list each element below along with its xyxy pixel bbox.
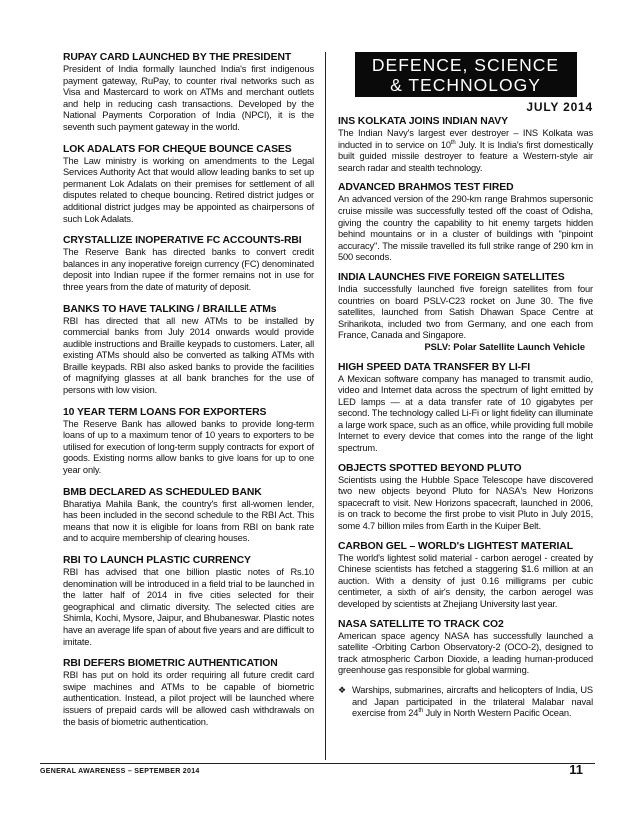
- article-body: President of India formally launched India's first indigenous payment gateway, RuPay, to counter rival networks such as Visa and Mastercard to work on ATMs and merchant outlets and help in reducing cash transactions. Developed by the National Payments Corporation of India (NPCI), it is the seventh such payment gateway in the world.: [63, 64, 314, 132]
- article-biometric: [63, 658, 314, 728]
- footer-label: GENERAL AWARENESS – SEPTEMBER 2014: [40, 768, 200, 775]
- article-heading: HIGH SPEED DATA TRANSFER BY LI-FI: [338, 361, 531, 373]
- article-heading: RUPAY CARD LAUNCHED BY THE PRESIDENT: [63, 52, 292, 63]
- page-number: 11: [569, 762, 583, 777]
- article-body: The Reserve Bank has directed banks to convert credit balances in any inoperative foreign currency (FC) denominated deposit into Indian rupee if the former remains not in use for three years from the date of maturity of deposit.: [63, 247, 314, 292]
- article-ins-kolkata: [338, 116, 593, 174]
- article-heading: BMB DECLARED AS SCHEDULED BANK: [63, 486, 262, 498]
- article-lok-adalats: [63, 144, 314, 226]
- month-label: JULY 2014: [526, 100, 593, 114]
- article-body: India successfully launched five foreign satellites from four countries on board PSLV-C23 rocket on June 30. The five satellites, launched from Satish Dhawan Space Centre at Sriharikota, included two from Germany, and one each from France, Canada and Singapore.: [338, 283, 593, 341]
- article-lifi: [338, 362, 593, 455]
- article-satellites: [338, 272, 593, 354]
- article-braille-atms: [63, 304, 314, 397]
- article-body: American space agency NASA has successfully launched a satellite -Orbiting Carbon Observatory-2 (OCO-2), designed to track atmospheric Carbon Dioxide, a leading human-produced greenhouse gas responsible for global warming.: [338, 630, 593, 676]
- article-body: The Reserve Bank has allowed banks to provide long-term loans of up to a maximum tenor of 10 years to exporters to be utilised for execution of long-term supply contracts for export of goods. Existing norms allow banks to give loans for up to one year only.: [63, 418, 314, 476]
- article-heading: CRYSTALLIZE INOPERATIVE FC ACCOUNTS-RBI: [63, 235, 302, 247]
- article-heading: OBJECTS SPOTTED BEYOND PLUTO: [338, 462, 522, 474]
- diamond-bullet-icon: ❖: [338, 684, 347, 695]
- article-body: RBI has advised that one billion plastic notes of Rs.10 denomination will be introduced in a field trial to be launched in the latter half of 2014 in five cities selected for their geographical and climatic diversity. The selected cities are Shimla, Kochi, Mysore, Jaipur, and Bhubaneswar. Plastic notes have an average life span of about five years and are difficult to imitate.: [63, 567, 314, 647]
- article-heading: CARBON GEL – WORLD's LIGHTEST MATERIAL: [338, 540, 573, 552]
- article-body: Scientists using the Hubble Space Telescope have discovered two new objects beyond Pluto for NASA's New Horizons spacecraft to visit. New Horizons spacecraft, launched in 2006, is on track to become the first probe to visit Pluto in July 2015, some 4.7 billion miles from Earth in the Kuiper Belt.: [338, 474, 593, 532]
- malabar-bullet: ❖ Warships, submarines, aircrafts and helicopters of India, US and Japan participated in the trilateral Malabar naval exercise from 24th July in North Western Pacific Ocean.: [338, 684, 593, 719]
- article-heading: NASA SATELLITE TO TRACK CO2: [338, 618, 504, 630]
- banner-line-2: & TECHNOLOGY: [390, 75, 541, 95]
- page-footer: [40, 762, 595, 777]
- article-body: The world's lightest solid material - carbon aerogel - created by Chinese scientists has fetched a staggering $1.6 million at an auction. With a density of just 0.16 milligrams per cubic centimeter, a sixth of air's density, the carbon aerogel was developed by scientists at Zhejiang University last year.: [338, 552, 593, 609]
- article-body: Bharatiya Mahila Bank, the country's first all-women lender, has been included in the second schedule to the RBI Act. This means that now it is eligible for loans from RBI on bank rate and to acquire membership of clearing houses.: [63, 498, 314, 544]
- article-heading: INDIA LAUNCHES FIVE FOREIGN SATELLITES: [338, 271, 565, 283]
- right-column: [338, 52, 593, 720]
- banner-line-1: DEFENCE, SCIENCE: [371, 55, 560, 75]
- article-heading: LOK ADALATS FOR CHEQUE BOUNCE CASES: [63, 143, 292, 155]
- article-heading: INS KOLKATA JOINS INDIAN NAVY: [338, 116, 508, 127]
- article-body: A Mexican software company has managed to transmit audio, video and Internet data across the spectrum of light emitted by LED lamps — at a data transfer rate of 10 gigabytes per second. The technology called Li-Fi or light fidelity can illuminate a large work space, such as an office, while providing full mobile Internet to every device that comes into the range of the light spectrum.: [338, 373, 593, 454]
- article-pluto: [338, 463, 593, 533]
- article-body: RBI has put on hold its order requiring all future credit card swipe machines and ATMs to be capable of biometric authentication. Instead, a pilot project will be launched where issuers of prepaid cards will be allowed cash withdrawals on the basis of biometric authentication.: [63, 670, 314, 727]
- article-heading: RBI DEFERS BIOMETRIC AUTHENTICATION: [63, 658, 278, 670]
- article-heading: 10 YEAR TERM LOANS FOR EXPORTERS: [63, 406, 267, 418]
- pslv-note: PSLV: Polar Satellite Launch Vehicle: [424, 341, 585, 352]
- column-divider: [325, 52, 326, 760]
- article-heading: RBI TO LAUNCH PLASTIC CURRENCY: [63, 555, 251, 566]
- article-heading: BANKS TO HAVE TALKING / BRAILLE ATMs: [63, 303, 277, 315]
- article-body: The Indian Navy's largest ever destroyer – INS Kolkata was inducted in to service on 10th July. It is India's first domestically built guided missile destroyer to feature a Western-style air search radar and stealth technology.: [338, 128, 593, 173]
- article-fc-accounts: [63, 235, 314, 293]
- article-body: The Law ministry is working on amendments to the Legal Services Authority Act that would allow leading banks to set up permanent Lok Adalats on their premises for settlement of all disputes related to cheque bouncing. Retired district judges or additional district judges may be appointed as chairpersons of such Lok Adalats.: [63, 155, 314, 224]
- article-carbon-gel: [338, 541, 593, 611]
- article-term-loans: [63, 407, 314, 477]
- article-rupay: [63, 52, 314, 134]
- article-brahmos: [338, 182, 593, 264]
- article-bmb: [63, 487, 314, 545]
- article-body: An advanced version of the 290-km range Brahmos supersonic cruise missile was successfully tested off the coast of Odisha, giving the country the capability to hit enemy targets hidden behind mountains or in a cluster of buildings with "pinpoint accuracy". The missile travelled its full strike range of 290 km in 500 seconds.: [338, 194, 593, 263]
- article-plastic-currency: [63, 555, 314, 648]
- article-body: RBI has directed that all new ATMs to be installed by commercial banks from July 2014 onwards would provide audible instructions and Braille keypads to customers. Later, all existing ATMs should also be converted as talking ATMs with Braille keypads. RBI also asked banks to provide the facilities of magnifying glasses at all bank branches for the use of persons with low vision.: [63, 315, 314, 396]
- section-banner: [338, 52, 593, 97]
- article-heading: ADVANCED BRAHMOS TEST FIRED: [338, 182, 514, 194]
- article-nasa-co2: [338, 619, 593, 677]
- left-column: [63, 52, 314, 738]
